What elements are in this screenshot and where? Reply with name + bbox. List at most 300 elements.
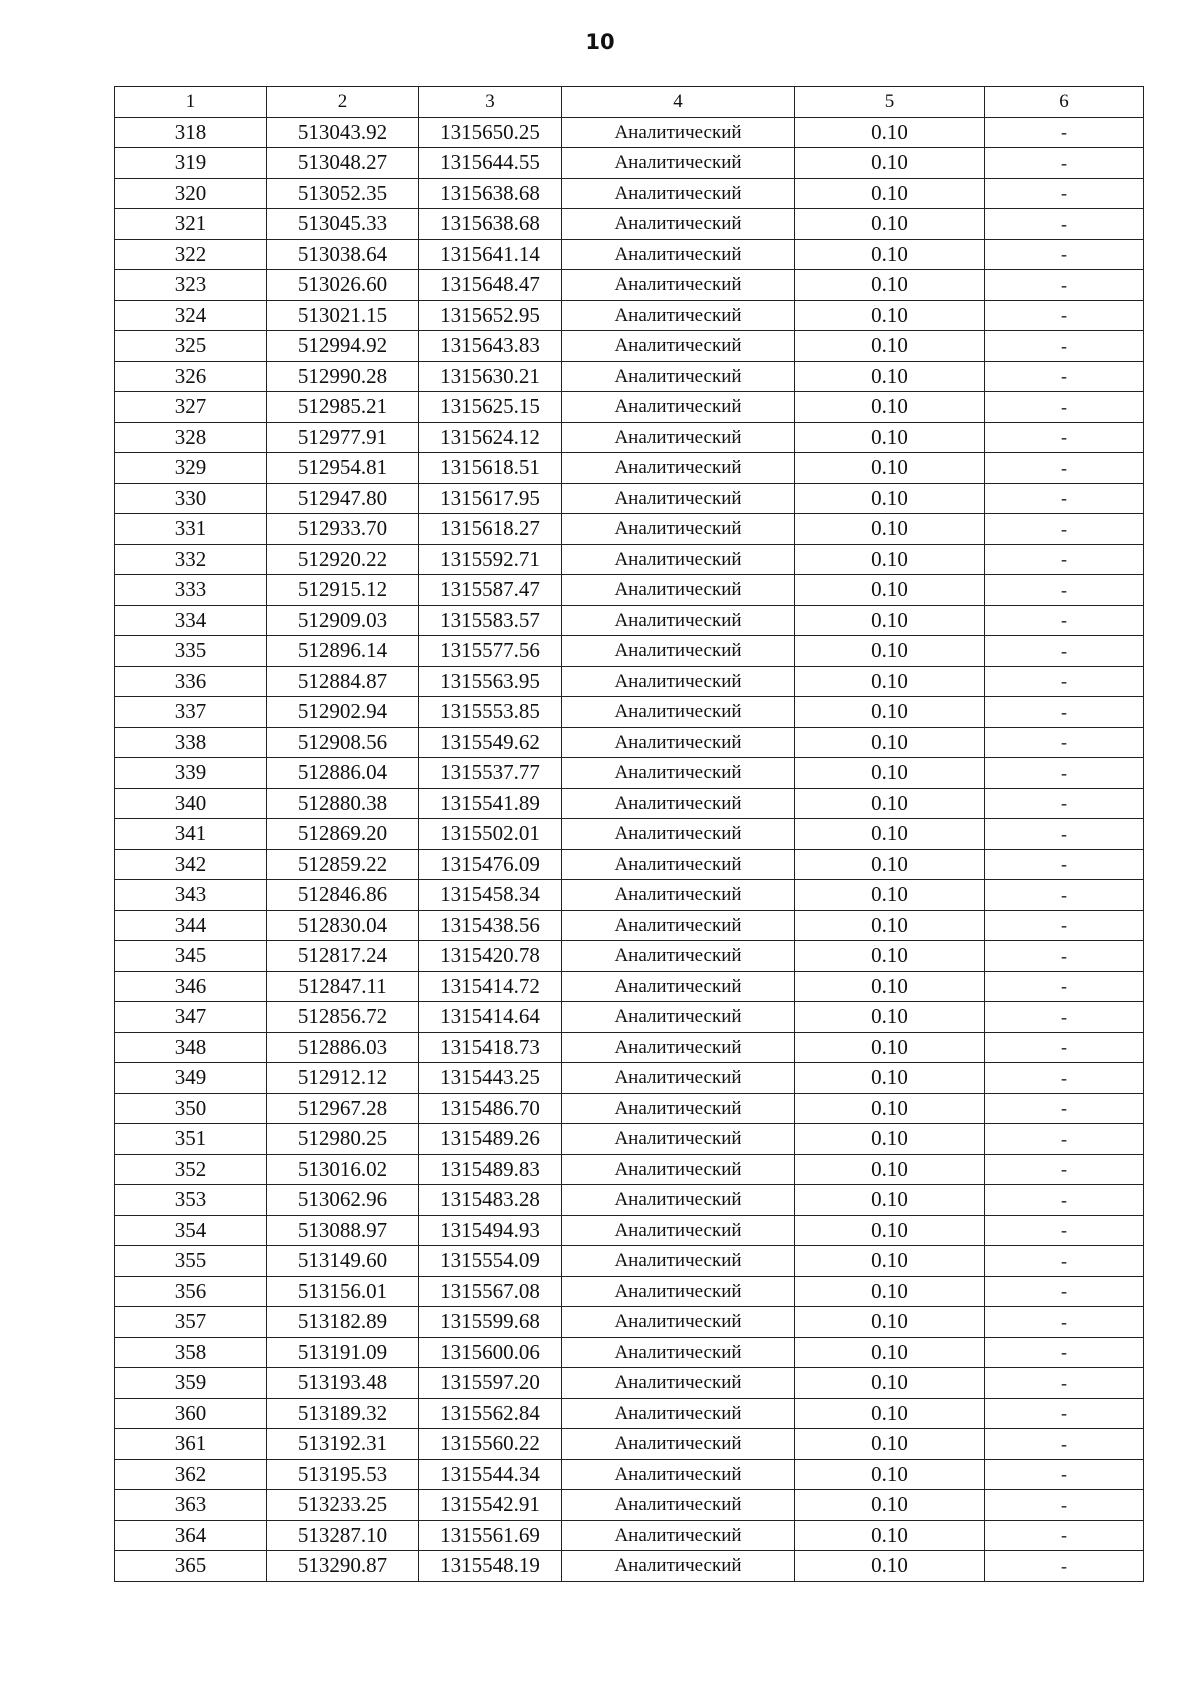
method-cell: Аналитический xyxy=(562,361,795,392)
accuracy-cell: 0.10 xyxy=(795,1307,985,1338)
x-coordinate-cell: 512859.22 xyxy=(267,849,419,880)
accuracy-cell: 0.10 xyxy=(795,697,985,728)
accuracy-cell: 0.10 xyxy=(795,422,985,453)
note-cell: - xyxy=(985,300,1144,331)
note-cell: - xyxy=(985,514,1144,545)
accuracy-cell: 0.10 xyxy=(795,148,985,179)
y-coordinate-cell: 1315583.57 xyxy=(419,605,562,636)
note-cell: - xyxy=(985,1429,1144,1460)
method-cell: Аналитический xyxy=(562,1429,795,1460)
accuracy-cell: 0.10 xyxy=(795,788,985,819)
x-coordinate-cell: 512886.04 xyxy=(267,758,419,789)
x-coordinate-cell: 513062.96 xyxy=(267,1185,419,1216)
x-coordinate-cell: 512886.03 xyxy=(267,1032,419,1063)
method-cell: Аналитический xyxy=(562,727,795,758)
y-coordinate-cell: 1315562.84 xyxy=(419,1398,562,1429)
method-cell: Аналитический xyxy=(562,453,795,484)
method-cell: Аналитический xyxy=(562,1551,795,1582)
y-coordinate-cell: 1315414.72 xyxy=(419,971,562,1002)
point-number-cell: 332 xyxy=(115,544,267,575)
method-cell: Аналитический xyxy=(562,1368,795,1399)
y-coordinate-cell: 1315548.19 xyxy=(419,1551,562,1582)
note-cell: - xyxy=(985,849,1144,880)
note-cell: - xyxy=(985,1337,1144,1368)
y-coordinate-cell: 1315489.26 xyxy=(419,1124,562,1155)
note-cell: - xyxy=(985,270,1144,301)
y-coordinate-cell: 1315630.21 xyxy=(419,361,562,392)
x-coordinate-cell: 512967.28 xyxy=(267,1093,419,1124)
accuracy-cell: 0.10 xyxy=(795,1093,985,1124)
accuracy-cell: 0.10 xyxy=(795,392,985,423)
table-row xyxy=(115,1398,1144,1429)
point-number-cell: 356 xyxy=(115,1276,267,1307)
x-coordinate-cell: 513045.33 xyxy=(267,209,419,240)
point-number-cell: 324 xyxy=(115,300,267,331)
x-coordinate-cell: 512947.80 xyxy=(267,483,419,514)
point-number-cell: 339 xyxy=(115,758,267,789)
note-cell: - xyxy=(985,117,1144,148)
y-coordinate-cell: 1315597.20 xyxy=(419,1368,562,1399)
table-row xyxy=(115,1276,1144,1307)
x-coordinate-cell: 513043.92 xyxy=(267,117,419,148)
method-cell: Аналитический xyxy=(562,941,795,972)
method-cell: Аналитический xyxy=(562,636,795,667)
x-coordinate-cell: 513195.53 xyxy=(267,1459,419,1490)
point-number-cell: 319 xyxy=(115,148,267,179)
point-number-cell: 320 xyxy=(115,178,267,209)
y-coordinate-cell: 1315644.55 xyxy=(419,148,562,179)
accuracy-cell: 0.10 xyxy=(795,636,985,667)
note-cell: - xyxy=(985,422,1144,453)
method-cell: Аналитический xyxy=(562,849,795,880)
x-coordinate-cell: 513192.31 xyxy=(267,1429,419,1460)
x-coordinate-cell: 512908.56 xyxy=(267,727,419,758)
point-number-cell: 355 xyxy=(115,1246,267,1277)
accuracy-cell: 0.10 xyxy=(795,1520,985,1551)
table-row xyxy=(115,148,1144,179)
x-coordinate-cell: 512994.92 xyxy=(267,331,419,362)
method-cell: Аналитический xyxy=(562,1307,795,1338)
y-coordinate-cell: 1315541.89 xyxy=(419,788,562,819)
table-row xyxy=(115,300,1144,331)
table-row xyxy=(115,514,1144,545)
x-coordinate-cell: 512896.14 xyxy=(267,636,419,667)
note-cell: - xyxy=(985,788,1144,819)
table-row xyxy=(115,1093,1144,1124)
table-row xyxy=(115,697,1144,728)
accuracy-cell: 0.10 xyxy=(795,1185,985,1216)
table-row xyxy=(115,1032,1144,1063)
method-cell: Аналитический xyxy=(562,422,795,453)
table-row xyxy=(115,819,1144,850)
table-row xyxy=(115,788,1144,819)
column-header-2: 2 xyxy=(267,87,419,118)
y-coordinate-cell: 1315542.91 xyxy=(419,1490,562,1521)
table-row xyxy=(115,1429,1144,1460)
accuracy-cell: 0.10 xyxy=(795,910,985,941)
y-coordinate-cell: 1315476.09 xyxy=(419,849,562,880)
note-cell: - xyxy=(985,819,1144,850)
accuracy-cell: 0.10 xyxy=(795,1063,985,1094)
table-row xyxy=(115,239,1144,270)
table-row xyxy=(115,849,1144,880)
x-coordinate-cell: 512985.21 xyxy=(267,392,419,423)
y-coordinate-cell: 1315587.47 xyxy=(419,575,562,606)
point-number-cell: 342 xyxy=(115,849,267,880)
accuracy-cell: 0.10 xyxy=(795,1276,985,1307)
point-number-cell: 345 xyxy=(115,941,267,972)
x-coordinate-cell: 512980.25 xyxy=(267,1124,419,1155)
method-cell: Аналитический xyxy=(562,880,795,911)
x-coordinate-cell: 512817.24 xyxy=(267,941,419,972)
accuracy-cell: 0.10 xyxy=(795,1490,985,1521)
table-row xyxy=(115,1002,1144,1033)
method-cell: Аналитический xyxy=(562,178,795,209)
accuracy-cell: 0.10 xyxy=(795,1002,985,1033)
y-coordinate-cell: 1315560.22 xyxy=(419,1429,562,1460)
x-coordinate-cell: 513048.27 xyxy=(267,148,419,179)
y-coordinate-cell: 1315567.08 xyxy=(419,1276,562,1307)
accuracy-cell: 0.10 xyxy=(795,544,985,575)
point-number-cell: 318 xyxy=(115,117,267,148)
column-header-3: 3 xyxy=(419,87,562,118)
table-row xyxy=(115,270,1144,301)
accuracy-cell: 0.10 xyxy=(795,1459,985,1490)
accuracy-cell: 0.10 xyxy=(795,117,985,148)
point-number-cell: 348 xyxy=(115,1032,267,1063)
y-coordinate-cell: 1315563.95 xyxy=(419,666,562,697)
x-coordinate-cell: 513287.10 xyxy=(267,1520,419,1551)
accuracy-cell: 0.10 xyxy=(795,1246,985,1277)
accuracy-cell: 0.10 xyxy=(795,849,985,880)
method-cell: Аналитический xyxy=(562,148,795,179)
method-cell: Аналитический xyxy=(562,666,795,697)
accuracy-cell: 0.10 xyxy=(795,361,985,392)
point-number-cell: 335 xyxy=(115,636,267,667)
point-number-cell: 350 xyxy=(115,1093,267,1124)
accuracy-cell: 0.10 xyxy=(795,1032,985,1063)
x-coordinate-cell: 513149.60 xyxy=(267,1246,419,1277)
note-cell: - xyxy=(985,178,1144,209)
y-coordinate-cell: 1315638.68 xyxy=(419,178,562,209)
point-number-cell: 323 xyxy=(115,270,267,301)
y-coordinate-cell: 1315641.14 xyxy=(419,239,562,270)
y-coordinate-cell: 1315502.01 xyxy=(419,819,562,850)
y-coordinate-cell: 1315458.34 xyxy=(419,880,562,911)
y-coordinate-cell: 1315599.68 xyxy=(419,1307,562,1338)
table-row xyxy=(115,880,1144,911)
method-cell: Аналитический xyxy=(562,1032,795,1063)
method-cell: Аналитический xyxy=(562,1124,795,1155)
x-coordinate-cell: 513156.01 xyxy=(267,1276,419,1307)
column-header-5: 5 xyxy=(795,87,985,118)
x-coordinate-cell: 512933.70 xyxy=(267,514,419,545)
y-coordinate-cell: 1315489.83 xyxy=(419,1154,562,1185)
method-cell: Аналитический xyxy=(562,1215,795,1246)
note-cell: - xyxy=(985,971,1144,1002)
x-coordinate-cell: 512909.03 xyxy=(267,605,419,636)
x-coordinate-cell: 512902.94 xyxy=(267,697,419,728)
y-coordinate-cell: 1315643.83 xyxy=(419,331,562,362)
accuracy-cell: 0.10 xyxy=(795,1124,985,1155)
y-coordinate-cell: 1315483.28 xyxy=(419,1185,562,1216)
accuracy-cell: 0.10 xyxy=(795,483,985,514)
method-cell: Аналитический xyxy=(562,1093,795,1124)
note-cell: - xyxy=(985,1185,1144,1216)
method-cell: Аналитический xyxy=(562,819,795,850)
note-cell: - xyxy=(985,697,1144,728)
note-cell: - xyxy=(985,1276,1144,1307)
column-header-6: 6 xyxy=(985,87,1144,118)
point-number-cell: 340 xyxy=(115,788,267,819)
point-number-cell: 322 xyxy=(115,239,267,270)
accuracy-cell: 0.10 xyxy=(795,941,985,972)
table-body xyxy=(115,117,1144,1581)
y-coordinate-cell: 1315414.64 xyxy=(419,1002,562,1033)
note-cell: - xyxy=(985,331,1144,362)
note-cell: - xyxy=(985,941,1144,972)
table-row xyxy=(115,392,1144,423)
point-number-cell: 354 xyxy=(115,1215,267,1246)
point-number-cell: 365 xyxy=(115,1551,267,1582)
method-cell: Аналитический xyxy=(562,392,795,423)
method-cell: Аналитический xyxy=(562,1154,795,1185)
note-cell: - xyxy=(985,1520,1144,1551)
x-coordinate-cell: 512915.12 xyxy=(267,575,419,606)
accuracy-cell: 0.10 xyxy=(795,819,985,850)
x-coordinate-cell: 512912.12 xyxy=(267,1063,419,1094)
table-header-row xyxy=(115,87,1144,118)
accuracy-cell: 0.10 xyxy=(795,300,985,331)
table-row xyxy=(115,178,1144,209)
note-cell: - xyxy=(985,1093,1144,1124)
y-coordinate-cell: 1315549.62 xyxy=(419,727,562,758)
table-row xyxy=(115,910,1144,941)
accuracy-cell: 0.10 xyxy=(795,453,985,484)
table-row xyxy=(115,1246,1144,1277)
method-cell: Аналитический xyxy=(562,209,795,240)
accuracy-cell: 0.10 xyxy=(795,1398,985,1429)
point-number-cell: 351 xyxy=(115,1124,267,1155)
table-row xyxy=(115,1520,1144,1551)
x-coordinate-cell: 512856.72 xyxy=(267,1002,419,1033)
x-coordinate-cell: 513026.60 xyxy=(267,270,419,301)
table-row xyxy=(115,1490,1144,1521)
table-row xyxy=(115,1551,1144,1582)
accuracy-cell: 0.10 xyxy=(795,758,985,789)
method-cell: Аналитический xyxy=(562,117,795,148)
point-number-cell: 362 xyxy=(115,1459,267,1490)
x-coordinate-cell: 513191.09 xyxy=(267,1337,419,1368)
y-coordinate-cell: 1315418.73 xyxy=(419,1032,562,1063)
table-row xyxy=(115,331,1144,362)
table-row xyxy=(115,1337,1144,1368)
point-number-cell: 327 xyxy=(115,392,267,423)
y-coordinate-cell: 1315553.85 xyxy=(419,697,562,728)
table-row xyxy=(115,605,1144,636)
point-number-cell: 341 xyxy=(115,819,267,850)
x-coordinate-cell: 512846.86 xyxy=(267,880,419,911)
point-number-cell: 325 xyxy=(115,331,267,362)
method-cell: Аналитический xyxy=(562,1520,795,1551)
note-cell: - xyxy=(985,1368,1144,1399)
method-cell: Аналитический xyxy=(562,575,795,606)
method-cell: Аналитический xyxy=(562,544,795,575)
point-number-cell: 359 xyxy=(115,1368,267,1399)
method-cell: Аналитический xyxy=(562,239,795,270)
x-coordinate-cell: 513052.35 xyxy=(267,178,419,209)
method-cell: Аналитический xyxy=(562,1459,795,1490)
accuracy-cell: 0.10 xyxy=(795,178,985,209)
point-number-cell: 333 xyxy=(115,575,267,606)
page-number: 10 xyxy=(585,30,615,54)
method-cell: Аналитический xyxy=(562,1398,795,1429)
x-coordinate-cell: 513021.15 xyxy=(267,300,419,331)
point-number-cell: 336 xyxy=(115,666,267,697)
x-coordinate-cell: 512884.87 xyxy=(267,666,419,697)
accuracy-cell: 0.10 xyxy=(795,514,985,545)
table-row xyxy=(115,1063,1144,1094)
point-number-cell: 352 xyxy=(115,1154,267,1185)
method-cell: Аналитический xyxy=(562,1063,795,1094)
table-row xyxy=(115,1154,1144,1185)
point-number-cell: 328 xyxy=(115,422,267,453)
table-row xyxy=(115,117,1144,148)
method-cell: Аналитический xyxy=(562,483,795,514)
x-coordinate-cell: 512880.38 xyxy=(267,788,419,819)
note-cell: - xyxy=(985,910,1144,941)
method-cell: Аналитический xyxy=(562,971,795,1002)
table-row xyxy=(115,971,1144,1002)
y-coordinate-cell: 1315592.71 xyxy=(419,544,562,575)
point-number-cell: 349 xyxy=(115,1063,267,1094)
table-row xyxy=(115,636,1144,667)
accuracy-cell: 0.10 xyxy=(795,1215,985,1246)
point-number-cell: 358 xyxy=(115,1337,267,1368)
accuracy-cell: 0.10 xyxy=(795,1337,985,1368)
accuracy-cell: 0.10 xyxy=(795,575,985,606)
point-number-cell: 326 xyxy=(115,361,267,392)
note-cell: - xyxy=(985,636,1144,667)
point-number-cell: 338 xyxy=(115,727,267,758)
y-coordinate-cell: 1315554.09 xyxy=(419,1246,562,1277)
method-cell: Аналитический xyxy=(562,331,795,362)
note-cell: - xyxy=(985,1124,1144,1155)
point-number-cell: 353 xyxy=(115,1185,267,1216)
coordinates-table xyxy=(114,86,1144,1582)
table-row xyxy=(115,483,1144,514)
accuracy-cell: 0.10 xyxy=(795,331,985,362)
y-coordinate-cell: 1315618.27 xyxy=(419,514,562,545)
table-row xyxy=(115,1459,1144,1490)
method-cell: Аналитический xyxy=(562,1002,795,1033)
note-cell: - xyxy=(985,1063,1144,1094)
y-coordinate-cell: 1315537.77 xyxy=(419,758,562,789)
point-number-cell: 329 xyxy=(115,453,267,484)
accuracy-cell: 0.10 xyxy=(795,971,985,1002)
x-coordinate-cell: 513016.02 xyxy=(267,1154,419,1185)
note-cell: - xyxy=(985,575,1144,606)
y-coordinate-cell: 1315625.15 xyxy=(419,392,562,423)
method-cell: Аналитический xyxy=(562,1276,795,1307)
y-coordinate-cell: 1315544.34 xyxy=(419,1459,562,1490)
point-number-cell: 357 xyxy=(115,1307,267,1338)
method-cell: Аналитический xyxy=(562,514,795,545)
accuracy-cell: 0.10 xyxy=(795,239,985,270)
accuracy-cell: 0.10 xyxy=(795,666,985,697)
x-coordinate-cell: 513038.64 xyxy=(267,239,419,270)
y-coordinate-cell: 1315486.70 xyxy=(419,1093,562,1124)
accuracy-cell: 0.10 xyxy=(795,727,985,758)
note-cell: - xyxy=(985,605,1144,636)
x-coordinate-cell: 512847.11 xyxy=(267,971,419,1002)
point-number-cell: 321 xyxy=(115,209,267,240)
table-row xyxy=(115,941,1144,972)
column-header-1: 1 xyxy=(115,87,267,118)
y-coordinate-cell: 1315652.95 xyxy=(419,300,562,331)
x-coordinate-cell: 513193.48 xyxy=(267,1368,419,1399)
y-coordinate-cell: 1315561.69 xyxy=(419,1520,562,1551)
method-cell: Аналитический xyxy=(562,758,795,789)
point-number-cell: 347 xyxy=(115,1002,267,1033)
column-header-4: 4 xyxy=(562,87,795,118)
x-coordinate-cell: 513290.87 xyxy=(267,1551,419,1582)
point-number-cell: 343 xyxy=(115,880,267,911)
note-cell: - xyxy=(985,544,1144,575)
table-row xyxy=(115,1185,1144,1216)
x-coordinate-cell: 512990.28 xyxy=(267,361,419,392)
note-cell: - xyxy=(985,392,1144,423)
method-cell: Аналитический xyxy=(562,788,795,819)
accuracy-cell: 0.10 xyxy=(795,1154,985,1185)
table-row xyxy=(115,1307,1144,1338)
table-row xyxy=(115,453,1144,484)
method-cell: Аналитический xyxy=(562,300,795,331)
x-coordinate-cell: 512830.04 xyxy=(267,910,419,941)
note-cell: - xyxy=(985,1246,1144,1277)
y-coordinate-cell: 1315577.56 xyxy=(419,636,562,667)
note-cell: - xyxy=(985,666,1144,697)
y-coordinate-cell: 1315438.56 xyxy=(419,910,562,941)
note-cell: - xyxy=(985,1551,1144,1582)
method-cell: Аналитический xyxy=(562,270,795,301)
accuracy-cell: 0.10 xyxy=(795,605,985,636)
note-cell: - xyxy=(985,1032,1144,1063)
y-coordinate-cell: 1315650.25 xyxy=(419,117,562,148)
table-row xyxy=(115,361,1144,392)
method-cell: Аналитический xyxy=(562,1490,795,1521)
x-coordinate-cell: 512954.81 xyxy=(267,453,419,484)
y-coordinate-cell: 1315600.06 xyxy=(419,1337,562,1368)
y-coordinate-cell: 1315617.95 xyxy=(419,483,562,514)
y-coordinate-cell: 1315638.68 xyxy=(419,209,562,240)
note-cell: - xyxy=(985,1398,1144,1429)
method-cell: Аналитический xyxy=(562,605,795,636)
note-cell: - xyxy=(985,1490,1144,1521)
x-coordinate-cell: 513182.89 xyxy=(267,1307,419,1338)
y-coordinate-cell: 1315648.47 xyxy=(419,270,562,301)
method-cell: Аналитический xyxy=(562,697,795,728)
point-number-cell: 344 xyxy=(115,910,267,941)
table-row xyxy=(115,1368,1144,1399)
point-number-cell: 363 xyxy=(115,1490,267,1521)
x-coordinate-cell: 512977.91 xyxy=(267,422,419,453)
y-coordinate-cell: 1315420.78 xyxy=(419,941,562,972)
method-cell: Аналитический xyxy=(562,1246,795,1277)
note-cell: - xyxy=(985,361,1144,392)
note-cell: - xyxy=(985,209,1144,240)
note-cell: - xyxy=(985,880,1144,911)
